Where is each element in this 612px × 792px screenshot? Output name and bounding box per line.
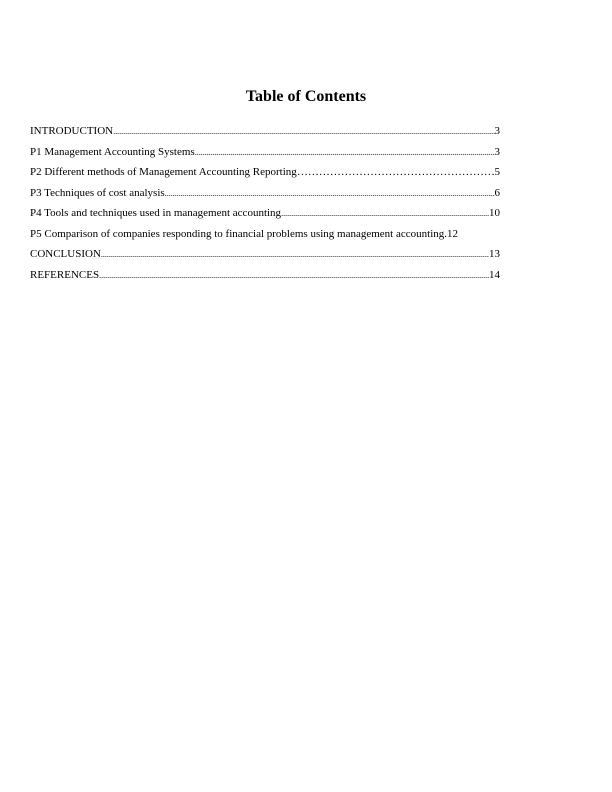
dot-leader: [165, 187, 495, 201]
dot-leader: [297, 165, 495, 179]
toc-entry-label: P2 Different methods of Management Accounting Reporting: [30, 166, 297, 178]
toc-entry-label: INTRODUCTION: [30, 125, 114, 137]
toc-entry-page: 5: [494, 166, 500, 178]
dot-leader: [113, 125, 494, 139]
toc-entry-label: P5 Comparison of companies responding to financial problems using management accounting.: [30, 227, 447, 240]
toc-entry-page: 6: [494, 186, 500, 199]
dot-leader: [101, 248, 489, 262]
toc-entry-label: P3 Techniques of cost analysis: [30, 186, 165, 199]
toc-entry-references[interactable]: [30, 268, 500, 289]
toc-entry-page: 3: [494, 145, 500, 158]
toc-entry-page: 3: [494, 125, 500, 137]
dot-leader: [99, 269, 489, 283]
toc-entry-conclusion[interactable]: [30, 247, 500, 268]
toc-entry-p1[interactable]: [30, 145, 500, 166]
toc-entry-page: 12: [447, 227, 458, 240]
toc-entry-p4[interactable]: [30, 206, 500, 227]
toc-entry-label: P4 Tools and techniques used in management accounting: [30, 207, 282, 219]
toc-entry-page: 14: [489, 268, 500, 281]
toc-entry-label: CONCLUSION: [30, 248, 101, 260]
toc-entry-p5[interactable]: [30, 227, 500, 248]
toc-title: Table of Contents: [245, 88, 367, 105]
toc-entry-page: 10: [489, 207, 500, 219]
toc-entry-introduction[interactable]: [30, 124, 500, 145]
toc-entry-p2[interactable]: [30, 165, 500, 186]
toc-entry-label: REFERENCES: [30, 268, 100, 281]
dot-leader: [195, 146, 495, 160]
toc-list: [30, 124, 500, 288]
toc-entry-p3[interactable]: [30, 186, 500, 207]
toc-entry-label: P1 Management Accounting Systems: [30, 145, 195, 158]
dot-leader: [281, 207, 489, 221]
toc-entry-page: 13: [489, 248, 500, 260]
